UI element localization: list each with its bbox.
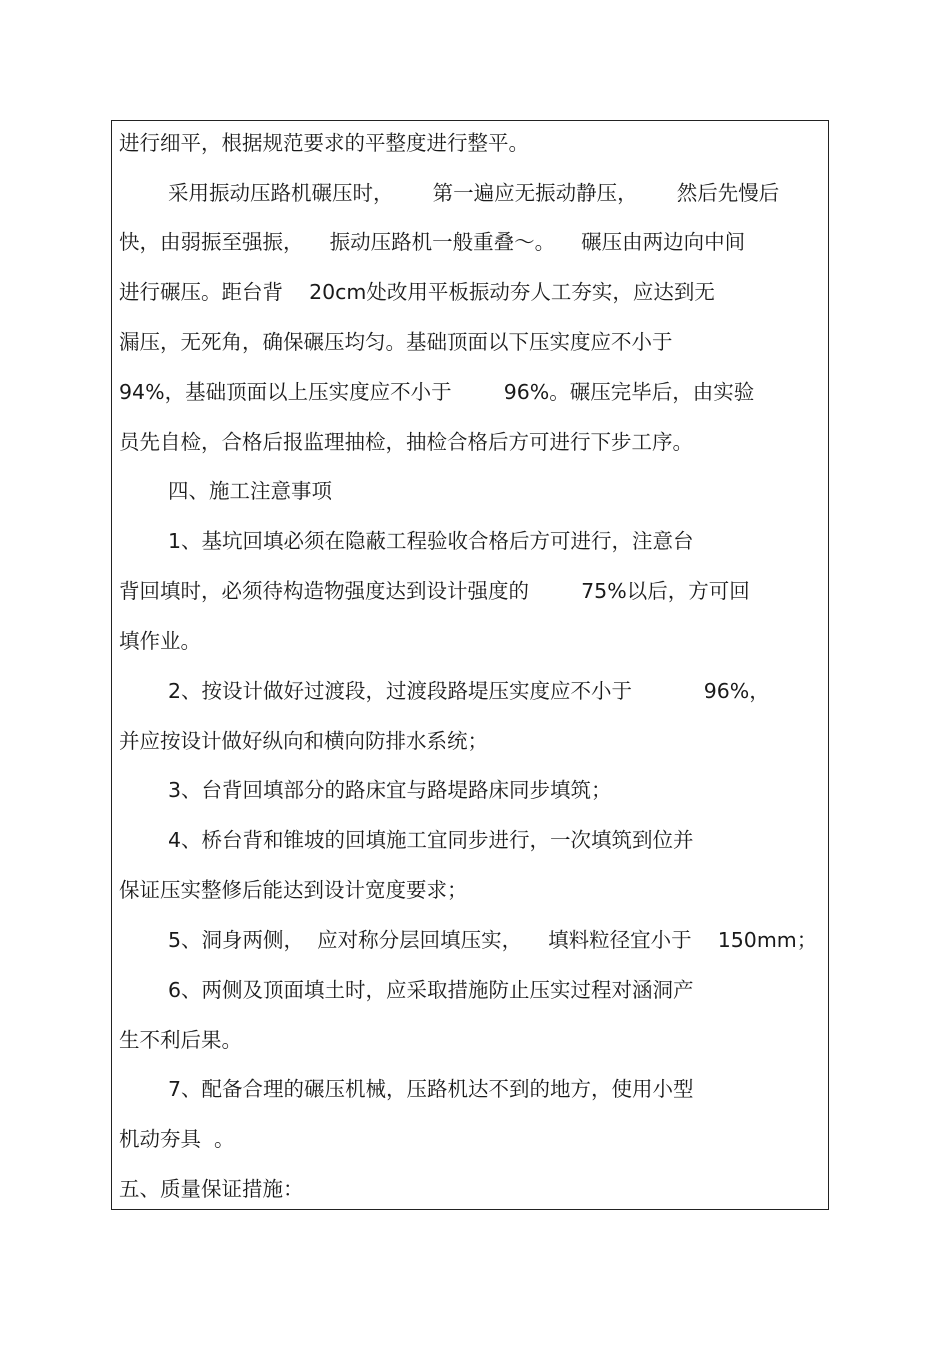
- paragraph-line-3: 快，由弱振至强振， 振动压路机一般重叠～。 碾压由两边向中间: [119, 230, 746, 254]
- list-item-1-cont-1: 背回填时，必须待构造物强度达到设计强度的 75%以后，方可回: [119, 579, 750, 603]
- list-item-2: 2、按设计做好过渡段，过渡段路堤压实度应不小于 96%，: [168, 679, 770, 703]
- list-item-4: 4、桥台背和锥坡的回填施工宜同步进行，一次填筑到位并: [168, 828, 694, 852]
- list-item-6-cont: 生不利后果。: [119, 1028, 242, 1052]
- list-item-6: 6、两侧及顶面填土时，应采取措施防止压实过程对涵洞产: [168, 978, 694, 1002]
- paragraph-line-2: 采用振动压路机碾压时， 第一遍应无振动静压， 然后先慢后: [168, 181, 780, 205]
- section-heading-4: 四、施工注意事项: [168, 479, 332, 503]
- paragraph-line-1: 进行细平，根据规范要求的平整度进行整平。: [119, 131, 529, 155]
- list-item-7-cont: 机动夯具 。: [119, 1127, 235, 1151]
- list-item-1-cont-2: 填作业。: [119, 629, 201, 653]
- list-item-4-cont: 保证压实整修后能达到设计宽度要求；: [119, 878, 468, 902]
- paragraph-line-5: 漏压，无死角，确保碾压均匀。基础顶面以下压实度应不小于: [119, 330, 673, 354]
- list-item-7: 7、配备合理的碾压机械，压路机达不到的地方，使用小型: [168, 1077, 694, 1101]
- paragraph-line-6: 94%，基础顶面以上压实度应不小于 96%。碾压完毕后，由实验: [119, 380, 755, 404]
- list-item-1: 1、基坑回填必须在隐蔽工程验收合格后方可进行，注意台: [168, 529, 694, 553]
- section-heading-5: 五、质量保证措施：: [119, 1177, 304, 1201]
- list-item-3: 3、台背回填部分的路床宜与路堤路床同步填筑；: [168, 778, 612, 802]
- paragraph-line-7: 员先自检，合格后报监理抽检，抽检合格后方可进行下步工序。: [119, 430, 693, 454]
- list-item-5: 5、洞身两侧， 应对称分层回填压实， 填料粒径宜小于 150mm；: [168, 928, 818, 952]
- paragraph-line-4: 进行碾压。距台背 20cm处改用平板振动夯人工夯实，应达到无: [119, 280, 715, 304]
- list-item-2-cont: 并应按设计做好纵向和横向防排水系统；: [119, 729, 488, 753]
